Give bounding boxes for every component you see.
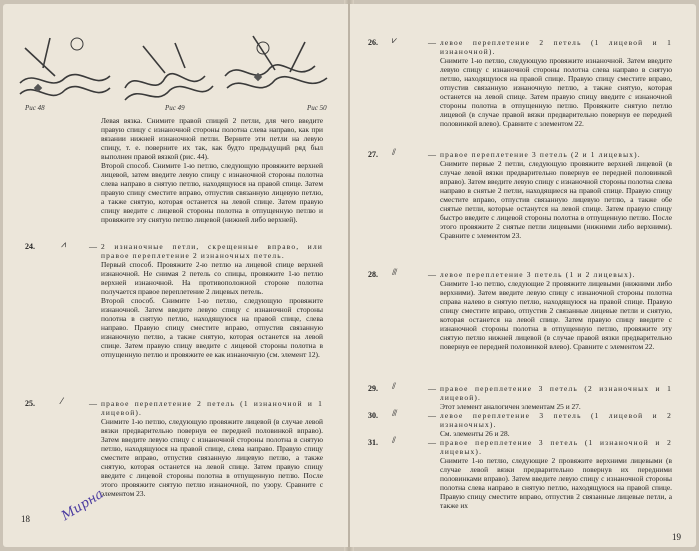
element-number: 25. xyxy=(25,399,35,408)
figure-caption: Рис 50 xyxy=(307,104,327,112)
page-number: 18 xyxy=(21,514,30,524)
element-number: 29. xyxy=(368,384,378,393)
figure-caption: Рис 48 xyxy=(25,104,45,112)
paragraph: Снимите 1-ю петлю, следующие 2 провяжите верхними лицевыми (в случае левой вязки предварительно повернув их передними половинками вправо). Затем введите левую спицу с изнаночной стороны полотна слева направо в снятую петлю, находящуюся на правой спице. Правую спицу сместите вправо, отпустив 2 связанные лицевые петли, а также их xyxy=(440,456,672,510)
stitch-symbol-icon: ⫽ xyxy=(392,148,397,158)
intro-text xyxy=(101,116,323,224)
left-page xyxy=(3,4,348,547)
paragraph: Второй способ. Снимите 1-ю петлю, следующую провяжите изнаночной. Затем введите левую спицу с изнаночной стороны полотна в снятую петлю, находящуюся на правой спице, слева направо. Правую спицу сместите вправо, отпустив связанную изнаночную петлю, а также снятую, которая останется на левой спице. Затем правую спицу введите с лицевой стороны полотна в отпущенную петлю и провяжите ее как изнаночную (см. элемент 12). xyxy=(101,296,323,359)
dash: — xyxy=(428,384,436,393)
paragraph: Второй способ. Снимите 1-ю петлю, следующую провяжите верхней лицевой, затем введите левую спицу с изнаночной стороны полотна слева направо в снятую петлю, находящуюся на правой спице. Затем правую спицу сместите вправо, отпустив связанную лицевую петлю, а также снятую, которая останется на левой спице. Затем правую спицу введите с лицевой стороны полотна в отпущенную петлю и провяжите эту снятую петлю лицевой (нижней либо верхней). xyxy=(101,161,323,224)
element-28 xyxy=(440,270,672,351)
stitch-symbol-icon: ⫽ xyxy=(392,436,397,446)
paragraph: Первый способ. Провяжите 2-ю петлю на лицевой спице верхней изнаночной. Не снимая 2 петель со спицы, провяжите 1-ю петлю верхней изнаночной. На противоположной стороне полотна получается правое переплетение 2 лицевых петель. xyxy=(101,260,323,296)
element-number: 31. xyxy=(368,438,378,447)
stitch-symbol-icon: ⫻ xyxy=(392,268,398,278)
dash: — xyxy=(428,411,436,420)
element-29 xyxy=(440,384,672,411)
element-number: 28. xyxy=(368,270,378,279)
stitch-symbol-icon: ⩗ xyxy=(392,36,398,46)
element-title: правое переплетение 2 петель (1 изнаночной и 1 лицевой). xyxy=(101,399,323,417)
figure-caption: Рис 49 xyxy=(165,104,185,112)
element-26 xyxy=(440,38,672,128)
page-number: 19 xyxy=(672,532,681,542)
element-31 xyxy=(440,438,672,510)
element-title: левое переплетение 2 петель (1 лицевой и 1 изнаночной). xyxy=(440,38,672,56)
dash: — xyxy=(428,38,436,47)
element-number: 27. xyxy=(368,150,378,159)
paragraph: Снимите 1-ю петлю, следующую провяжите изнаночной. Затем введите левую спицу с изнаночной стороны полотна слева направо в снятую петлю, находящуюся на правой спице. Правую спицу сместите вправо, отпустив связанную изнаночную петлю, а также снятую, которая останется на левой спице. Затем правую спицу введите с изнаночной стороны полотна в отпущенную петлю. Провяжите снятую петлю лицевой (в случае правой вязки предварительно повернув ее передней половинкой влево). Сравните с элементом 22. xyxy=(440,56,672,128)
element-title: правое переплетение 3 петель (2 изнаночных и 1 лицевой). xyxy=(440,384,672,402)
dash: — xyxy=(428,438,436,447)
element-30 xyxy=(440,411,672,438)
paragraph: Снимите 1-ю петлю, следующие 2 провяжите лицевыми (нижними либо верхними). Затем введите левую спицу с изнаночной стороны полотна справа налево в снятую петлю, находящуюся на правой спице. Правую спицу сместите вправо, отпустив 2 связанные лицевые петли и снятую, которая останется на левой спице. Затем правую спицу введите с изнаночной стороны полотна в отпущенную петлю, провяжите эту снятую петлю нижней лицевой (в случае правой вязки предварительно повернув ее передней половинкой влево). Сравните с элементом 22. xyxy=(440,279,672,351)
paragraph: Снимите первые 2 петли, следующую провяжите верхней лицевой (в случае левой вязки предварительно повернув ее передней половинкой вправо). Затем введите левую спицу с изнаночной стороны полотна слева направо в снятые 2 петли, находящиеся на правой спице. Правую спицу сместите вправо, отпустив связанную лицевую петлю, а также обе снятые петли, которые останутся на левой спице. Затем правую спицу быстро введите с лицевой стороны полотна в отпущенную петлю. После этого провяжите 2 снятые петли лицевыми (нижними либо верхними). Сравните с элементом 23. xyxy=(440,159,672,240)
stitch-symbol-icon: ⁄ xyxy=(61,397,63,407)
stitch-symbol-icon: ⩘ xyxy=(61,240,67,250)
element-title: 2 изнаночные петли, скрещенные вправо, или правое переплетение 2 изнаночных петель. xyxy=(101,242,323,260)
paragraph: Этот элемент аналогичен элементам 25 и 27. xyxy=(440,402,581,411)
element-title: левое переплетение 3 петель (1 и 2 лицевых). xyxy=(440,270,636,279)
element-number: 24. xyxy=(25,242,35,251)
element-27 xyxy=(440,150,672,240)
element-25 xyxy=(101,399,323,498)
handwritten-signature: Мирна xyxy=(59,486,107,524)
stitch-symbol-icon: ⫽ xyxy=(392,382,397,392)
paragraph: Левая вязка. Снимите правой спицей 2 петли, для чего введите правую спицу с изнаночной стороны полотна слева направо, как при вязании нижней изнаночной петли. Верните эти петли на левую спицу, т. е. поверните их так, как будто предыдущий ряд был выполнен правой вязкой (рис. 44). xyxy=(101,116,323,161)
paragraph: Снимите 1-ю петлю, следующую провяжите лицевой (в случае левой вязки предварительно повернув ее передней половинкой вправо). Затем введите левую спицу с изнаночной стороны полотна в снятую петлю, находящуюся на правой спице, слева направо. Правую спицу сместите вправо, отпустив связанную лицевую петлю, а также снятую, которая останется на левой спице. Затем правую спицу введите с лицевой стороны полотна в отпущенную петлю. После этого провяжите снятую петлю изнаночной, по узору. Сравните с элементом 23. xyxy=(101,417,323,498)
knitting-illustration xyxy=(15,28,335,116)
stitch-symbol-icon: ⫻ xyxy=(392,409,398,419)
dash: — xyxy=(428,270,436,279)
paragraph: См. элементы 26 и 28. xyxy=(440,429,510,438)
dash: — xyxy=(89,242,97,251)
dash: — xyxy=(428,150,436,159)
element-title: левое переплетение 3 петель (1 лицевой и 2 изнаночных). xyxy=(440,411,672,429)
element-title: правое переплетение 3 петель (1 изнаночной и 2 лицевых). xyxy=(440,438,672,456)
right-page xyxy=(350,4,696,547)
element-number: 30. xyxy=(368,411,378,420)
element-title: правое переплетение 3 петель (2 и 1 лицевых). xyxy=(440,150,641,159)
knitting-figures xyxy=(15,28,335,116)
element-24 xyxy=(101,242,323,359)
element-number: 26. xyxy=(368,38,378,47)
dash: — xyxy=(89,399,97,408)
